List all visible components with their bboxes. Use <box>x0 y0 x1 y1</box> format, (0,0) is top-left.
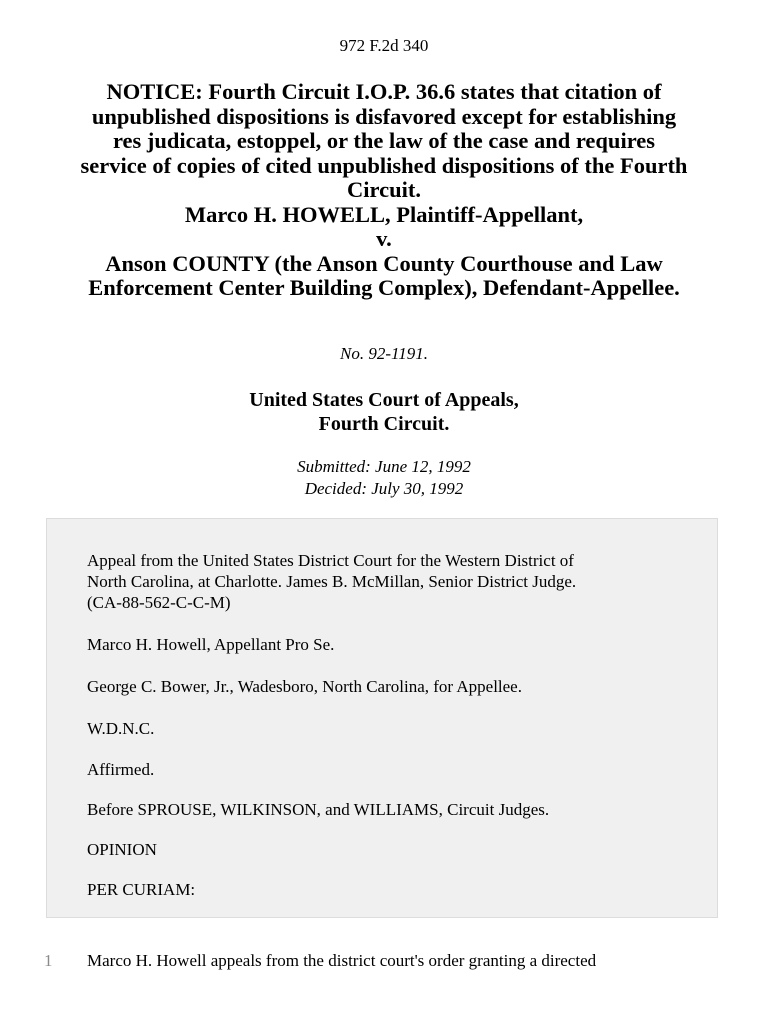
court-name <box>0 388 768 436</box>
notice-line: res judicata, estoppel, or the law of the case and requires <box>112 128 656 153</box>
decided-date: Decided: July 30, 1992 <box>304 479 464 498</box>
court-title: United States Court of Appeals, <box>249 389 519 411</box>
docket-number: No. 92-1191. <box>340 344 428 363</box>
appeal-line: North Carolina, at Charlotte. James B. McMillan, Senior District Judge. <box>87 572 577 591</box>
submitted-date: Submitted: June 12, 1992 <box>297 457 471 476</box>
appellee-counsel: George C. Bower, Jr., Wadesboro, North Carolina, for Appellee. <box>87 677 522 696</box>
district-abbrev: W.D.N.C. <box>87 719 155 738</box>
defendant-line: Anson COUNTY (the Anson County Courthouse and Law <box>105 250 663 276</box>
case-citation: 972 F.2d 340 <box>339 36 429 55</box>
panel-judges: Before SPROUSE, WILKINSON, and WILLIAMS, Circuit Judges. <box>87 800 550 819</box>
paragraph-number: 1 <box>44 951 53 970</box>
court-circuit: Fourth Circuit. <box>318 413 450 435</box>
notice-line: NOTICE: Fourth Circuit I.O.P. 36.6 states that citation of <box>106 79 662 104</box>
case-dates <box>0 456 768 500</box>
opinion-label: OPINION <box>87 840 157 859</box>
per-curiam-label: PER CURIAM: <box>87 880 196 899</box>
appeal-line: (CA-88-562-C-C-M) <box>87 593 231 612</box>
plaintiff-name: Marco H. HOWELL, Plaintiff-Appellant, <box>184 201 584 227</box>
appellant-counsel: Marco H. Howell, Appellant Pro Se. <box>87 635 335 654</box>
case-title <box>40 80 728 301</box>
notice-line: unpublished dispositions is disfavored except for establishing <box>91 103 677 129</box>
paragraph-text: Marco H. Howell appeals from the district court's order granting a directed <box>87 951 597 970</box>
disposition: Affirmed. <box>87 760 155 779</box>
appeal-line: Appeal from the United States District Court for the Western District of <box>87 551 574 570</box>
notice-line: Circuit. <box>347 177 421 202</box>
versus-label: v. <box>376 226 392 251</box>
notice-line: service of copies of cited unpublished dispositions of the Fourth <box>80 152 688 178</box>
case-summary-box <box>46 518 718 918</box>
defendant-line: Enforcement Center Building Complex), Defendant-Appellee. <box>88 275 680 300</box>
appeal-info <box>87 550 687 613</box>
